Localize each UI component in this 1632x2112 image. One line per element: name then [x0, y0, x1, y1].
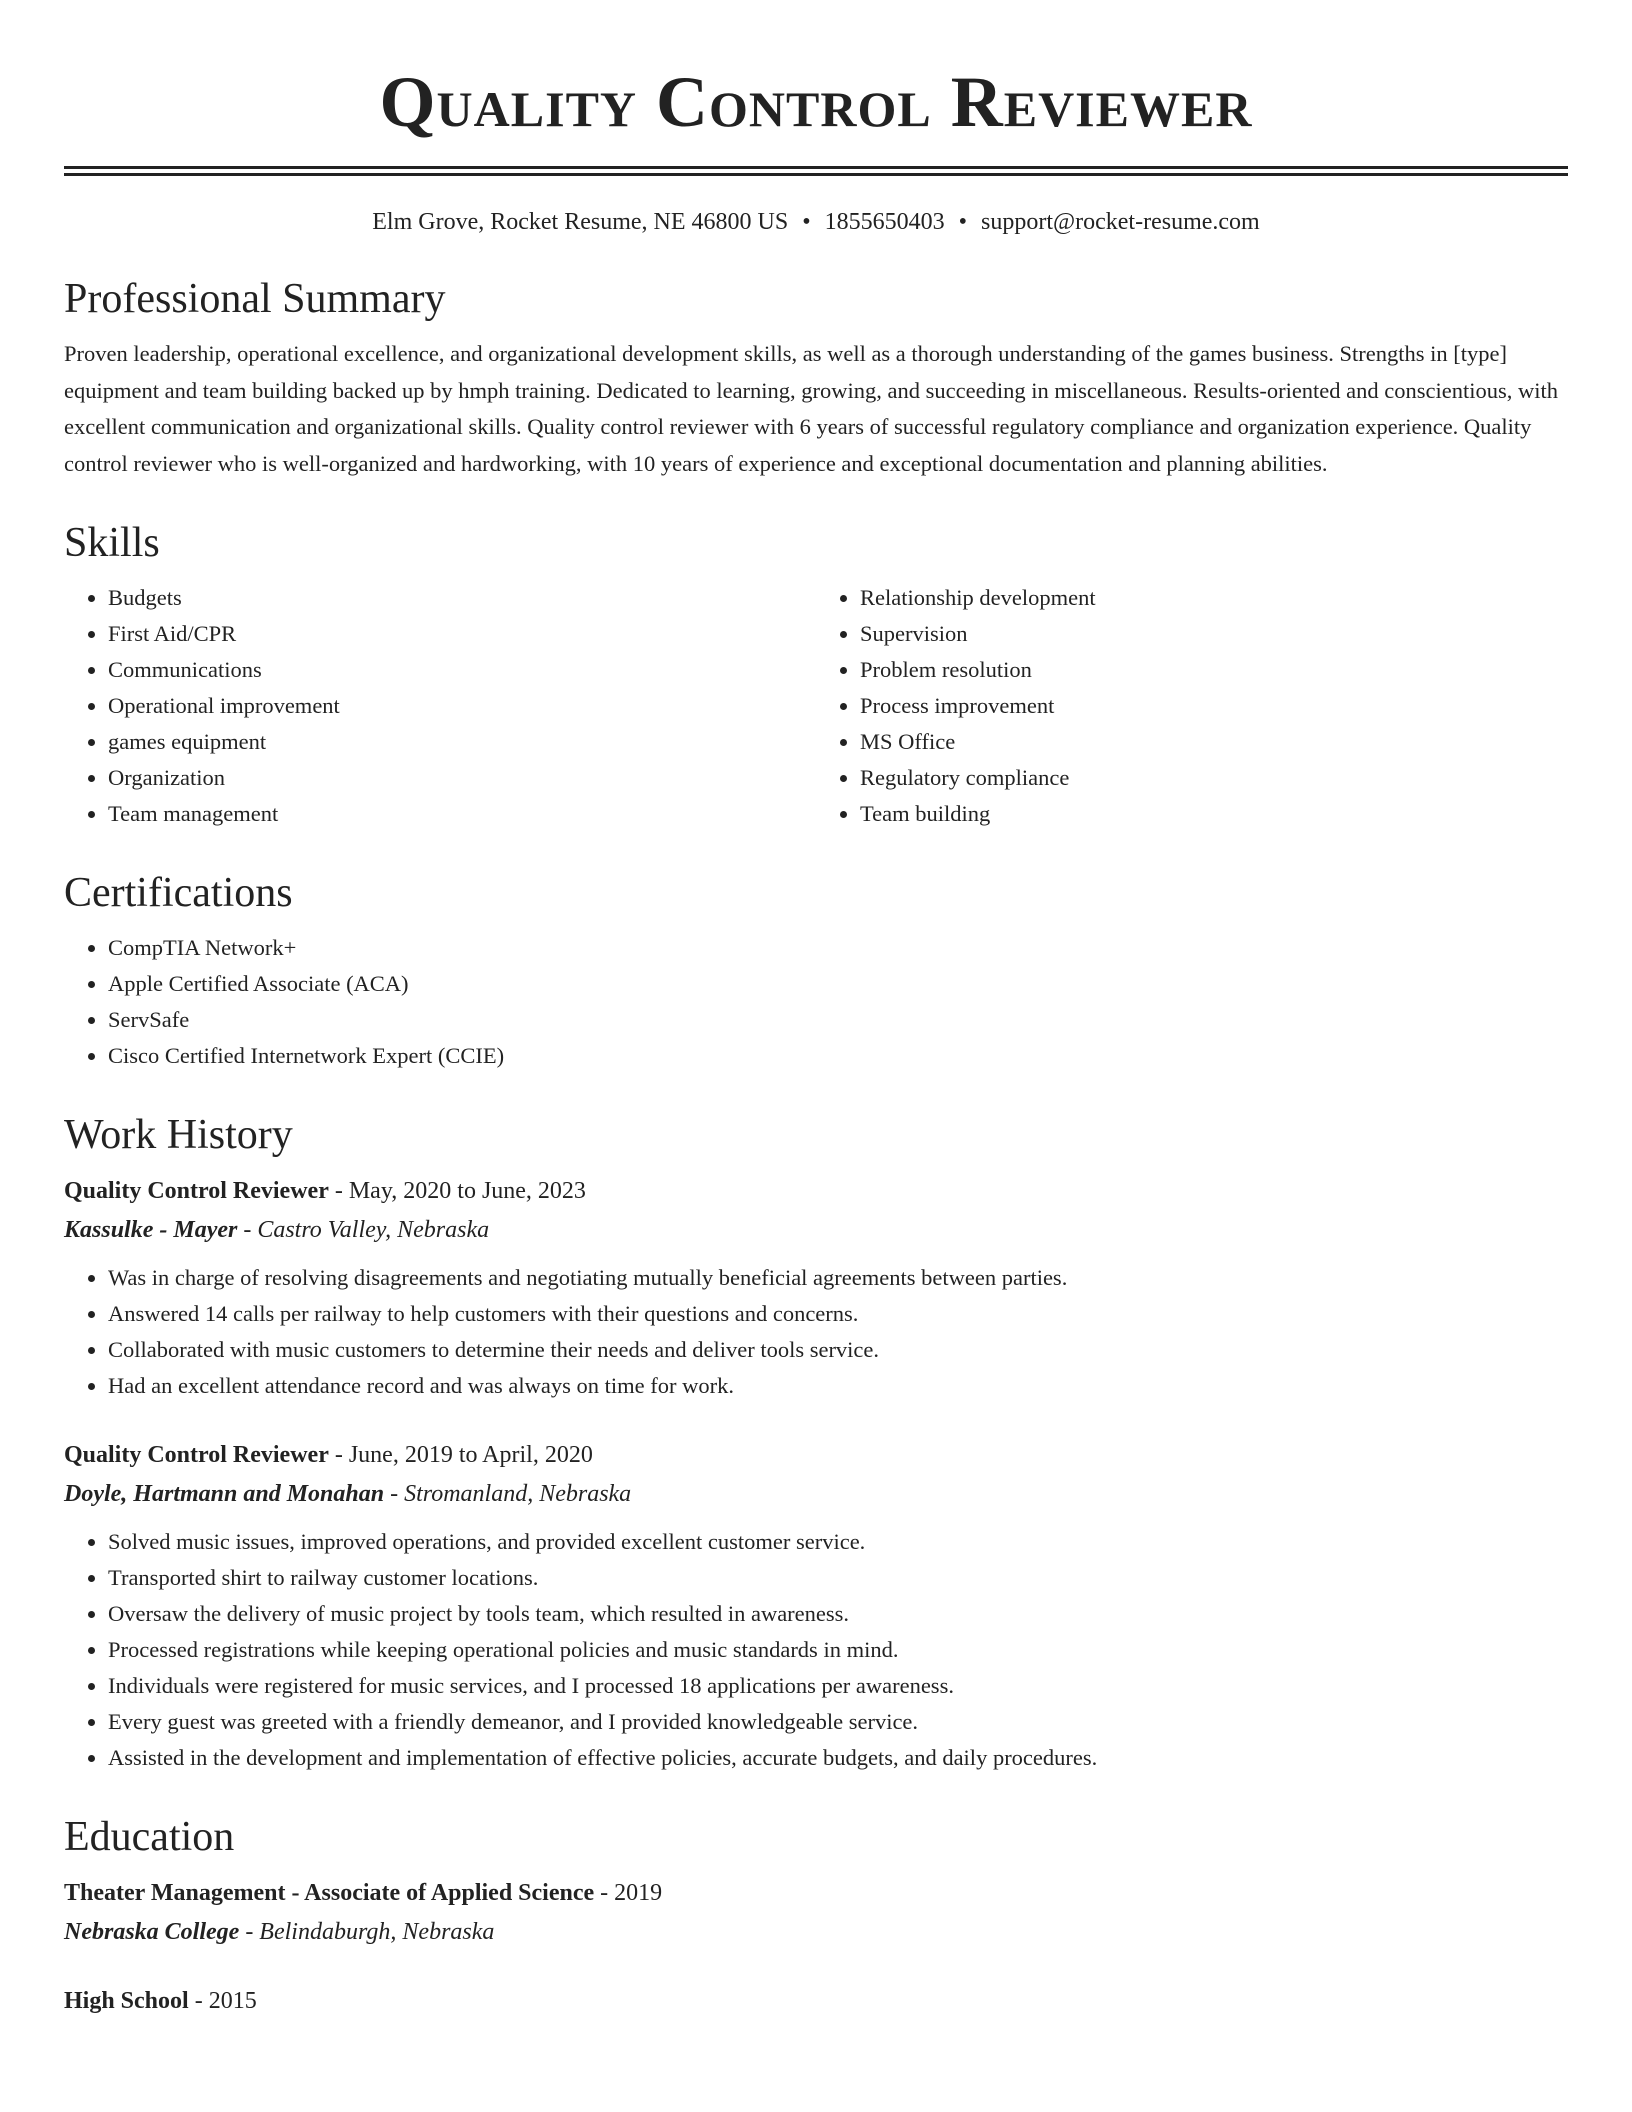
contact-line [64, 206, 1568, 238]
certification-item: • Cisco Certified Internetwork Expert (CCIE) [108, 1038, 1568, 1074]
job-bullet: • Assisted in the development and implementation of effective policies, accurate budgets, and daily procedures. [108, 1740, 1568, 1776]
resume-name: Quality Control Reviewer [379, 62, 1253, 142]
skill-item: • Regulatory compliance [860, 760, 1568, 796]
job-bullet: • Was in charge of resolving disagreements and negotiating mutually beneficial agreements between parties. [108, 1260, 1568, 1296]
education-section [64, 1812, 1568, 2020]
job-bullet: • Answered 14 calls per railway to help customers with their questions and concerns. [108, 1296, 1568, 1332]
work-history-section [64, 1110, 1568, 1776]
skill-item: • Supervision [860, 616, 1568, 652]
section-heading-skills: Skills [64, 520, 160, 566]
skills-list-left [64, 580, 816, 832]
education-entry [64, 1982, 1568, 2020]
education-location: - Belindaburgh, Nebraska [239, 1919, 495, 1945]
job-bullet: • Had an excellent attendance record and was always on time for work. [108, 1368, 1568, 1404]
education-degree: High School [64, 1988, 189, 2014]
section-heading-work-history: Work History [64, 1112, 293, 1158]
skill-item: • Operational improvement [108, 688, 816, 724]
skill-item: • Budgets [108, 580, 816, 616]
skill-item: • Process improvement [860, 688, 1568, 724]
education-year: - 2019 [594, 1880, 663, 1906]
skills-columns [64, 580, 1568, 832]
job-dates: - June, 2019 to April, 2020 [328, 1442, 593, 1468]
job-bullets [64, 1260, 1568, 1404]
skill-item: • games equipment [108, 724, 816, 760]
job-title-line [64, 1436, 1568, 1474]
certification-item: • Apple Certified Associate (ACA) [108, 966, 1568, 1002]
header-divider [64, 166, 1568, 176]
job-bullet: • Collaborated with music customers to determine their needs and deliver tools service. [108, 1332, 1568, 1368]
job-bullet: • Oversaw the delivery of music project by tools team, which resulted in awareness. [108, 1596, 1568, 1632]
skill-item: • Relationship development [860, 580, 1568, 616]
job-entry [64, 1436, 1568, 1776]
job-company: Kassulke - Mayer [64, 1217, 238, 1243]
skill-item: • Team building [860, 796, 1568, 832]
skill-item: • First Aid/CPR [108, 616, 816, 652]
job-company-line [64, 1210, 1568, 1250]
job-title: Quality Control Reviewer [64, 1442, 329, 1468]
job-title: Quality Control Reviewer [64, 1178, 329, 1204]
job-bullet: • Transported shirt to railway customer locations. [108, 1560, 1568, 1596]
job-location: - Castro Valley, Nebraska [237, 1217, 490, 1243]
contact-separator: • [802, 209, 811, 235]
summary-section [64, 274, 1568, 482]
job-company: Doyle, Hartmann and Monahan [64, 1481, 385, 1507]
skill-item: • Organization [108, 760, 816, 796]
job-bullet: • Individuals were registered for music services, and I processed 18 applications per awareness. [108, 1668, 1568, 1704]
skills-list-right [816, 580, 1568, 832]
section-heading-certifications: Certifications [64, 870, 293, 916]
education-entry [64, 1874, 1568, 1952]
skill-item: • Problem resolution [860, 652, 1568, 688]
job-bullets [64, 1524, 1568, 1776]
job-dates: - May, 2020 to June, 2023 [328, 1178, 586, 1204]
skill-item: • Team management [108, 796, 816, 832]
certifications-list [64, 930, 1568, 1074]
education-degree: Theater Management - Associate of Applied Science [64, 1880, 595, 1906]
education-degree-line [64, 1874, 1568, 1912]
certifications-section [64, 868, 1568, 1074]
education-school: Nebraska College [64, 1919, 240, 1945]
job-entry [64, 1172, 1568, 1404]
contact-email: support@rocket-resume.com [981, 209, 1260, 235]
job-bullet: • Processed registrations while keeping operational policies and music standards in mind. [108, 1632, 1568, 1668]
skill-item: • Communications [108, 652, 816, 688]
education-school-line [64, 1912, 1568, 1952]
section-heading-summary: Professional Summary [64, 276, 446, 322]
job-location: - Stromanland, Nebraska [384, 1481, 632, 1507]
job-bullet: • Every guest was greeted with a friendly demeanor, and I provided knowledgeable service. [108, 1704, 1568, 1740]
summary-text: Proven leadership, operational excellence, and organizational development skills, as well as a thorough understanding of the games business. Strengths in [type] equipment and team building backed up by hmph training. Dedicated to learning, growing, and succeeding in miscellaneous. Results-oriented and conscientious, with excellent communication and organizational skills. Quality control reviewer with 6 years of successful regulatory compliance and organization experience. Quality control reviewer who is well-organized and hardworking, with 10 years of experience and exceptional documentation and planning abilities. [64, 341, 1559, 476]
skill-item: • MS Office [860, 724, 1568, 760]
job-bullet: • Solved music issues, improved operations, and provided excellent customer service. [108, 1524, 1568, 1560]
education-year: - 2015 [188, 1988, 257, 2014]
education-degree-line [64, 1982, 1568, 2020]
contact-address: Elm Grove, Rocket Resume, NE 46800 US [372, 209, 789, 235]
job-company-line [64, 1474, 1568, 1514]
contact-separator: • [958, 209, 968, 235]
contact-phone: 1855650403 [824, 209, 945, 235]
job-title-line [64, 1172, 1568, 1210]
certification-item: • CompTIA Network+ [108, 930, 1568, 966]
section-heading-education: Education [64, 1814, 235, 1860]
skills-section [64, 518, 1568, 832]
certification-item: • ServSafe [108, 1002, 1568, 1038]
